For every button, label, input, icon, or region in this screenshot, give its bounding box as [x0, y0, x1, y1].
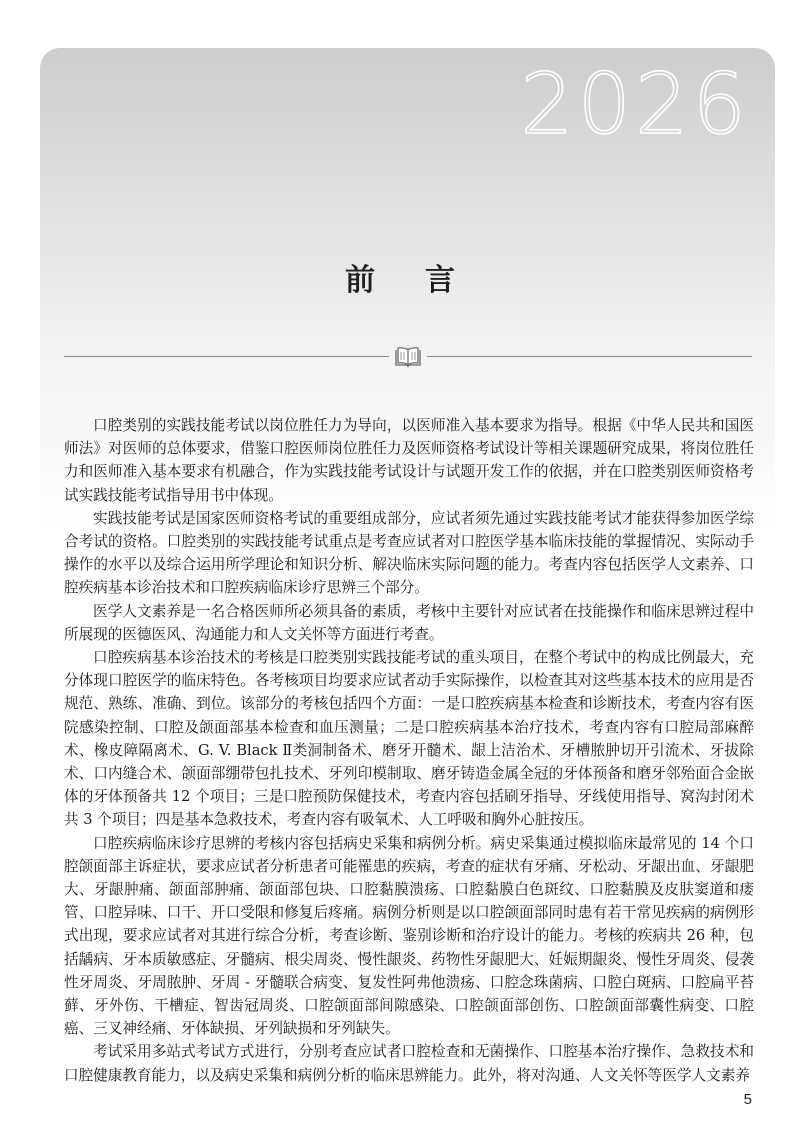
paragraph: 实践技能考试是国家医师资格考试的重要组成部分，应试者须先通过实践技能考试才能获得参加医学综合考试的资格。口腔类别的实践技能考试重点是考查应试者对口腔医学基本临床技能的掌握情况、实际动手操作的水平以及综合运用所学理论和知识分析、解决临床实际问题的能力。考查内容包括医学人文素养、口腔疾病基本诊治技术和口腔疾病临床诊疗思辨三个部分。 — [64, 509, 754, 597]
paragraph: 口腔疾病临床诊疗思辨的考核内容包括病史采集和病例分析。病史采集通过模拟临床最常见的 14 个口腔颌面部主诉症状，要求应试者分析患者可能罹患的疾病，考查的症状有牙痛、牙松动、牙龈出血、牙龈肥大、牙龈肿痛、颌面部肿痛、颌面部包块、口腔黏膜溃疡、口腔黏膜白色斑纹、口腔黏膜及皮肤窦道和瘘管、口腔异味、口干、开口受限和修复后疼痛。病例分析则是以口腔颌面部同时患有若干常见疾病的病例形式出现，要求应试者对其进行综合分析，考查诊断、鉴别诊断和治疗设计的能力。考核的疾病共 26 种，包括龋病、牙本质敏感症、牙髓病、根尖周炎、慢性龈炎、药物性牙龈肥大、妊娠期龈炎、慢性牙周炎、侵袭性牙周炎、牙周脓肿、牙周 - 牙髓联合病变、复发性阿弗他溃疡、口腔念珠菌病、口腔白斑病、口腔扁平苔藓、牙外伤、干槽症、智齿冠周炎、口腔颌面部间隙感染、口腔颌面部创伤、口腔颌面部囊性病变、口腔癌、三叉神经痛、牙体缺损、牙列缺损和牙列缺失。 — [64, 834, 754, 1038]
preface-body — [64, 414, 754, 1087]
paragraph: 考试采用多站式考试方式进行，分别考查应试者口腔检查和无菌操作、口腔基本治疗操作、急救技术和口腔健康教育能力，以及病史采集和病例分析的临床思辨能力。此外，将对沟通、人文关怀等医学人文素养 — [64, 1043, 754, 1084]
divider-line-right — [427, 356, 752, 357]
paragraph: 医学人文素养是一名合格医师所必须具备的素质，考核中主要针对应试者在技能操作和临床思辨过程中所展现的医德医风、沟通能力和人文关怀等方面进行考查。 — [64, 602, 754, 643]
paragraph: 口腔疾病基本诊治技术的考核是口腔类别实践技能考试的重头项目，在整个考试中的构成比例最大，充分体现口腔医学的临床特色。各考核项目均要求应试者动手实际操作，以检查其对这些基本技术的应用是否规范、熟练、准确、到位。该部分的考核包括四个方面：一是口腔疾病基本检查和诊断技术，考查内容有医院感染控制、口腔及颌面部基本检查和血压测量；二是口腔疾病基本治疗技术，考查内容有口腔局部麻醉术、橡皮障隔离术、G. V. Black Ⅱ类洞制备术、磨牙开髓术、龈上洁治术、牙槽脓肿切开引流术、牙拔除术、口内缝合术、颌面部绷带包扎技术、牙列印模制取、磨牙铸造金属全冠的牙体预备和磨牙邻殆面合金嵌体的牙体预备共 12 个项目；三是口腔预防保健技术，考查内容包括刷牙指导、牙线使用指导、窝沟封闭术共 3 个项目；四是基本急救技术，考查内容有吸氧术、人工呼吸和胸外心脏按压。 — [64, 649, 754, 829]
title-divider — [64, 345, 752, 369]
paragraph: 口腔类别的实践技能考试以岗位胜任力为导向，以医师准入基本要求为指导。根据《中华人民共和国医师法》对医师的总体要求，借鉴口腔医师岗位胜任力及医师资格考试设计等相关课题研究成果，将岗位胜任力和医师准入基本要求有机融合，作为实践技能考试设计与试题开发工作的依据，并在口腔类别医师资格考试实践技能考试指导用书中体现。 — [64, 417, 754, 504]
divider-line-left — [64, 356, 389, 357]
page-title: 前言 — [345, 263, 505, 298]
open-book-icon — [393, 345, 423, 369]
page-number: 5 — [743, 1091, 752, 1108]
year-watermark: 2026 — [520, 55, 750, 153]
